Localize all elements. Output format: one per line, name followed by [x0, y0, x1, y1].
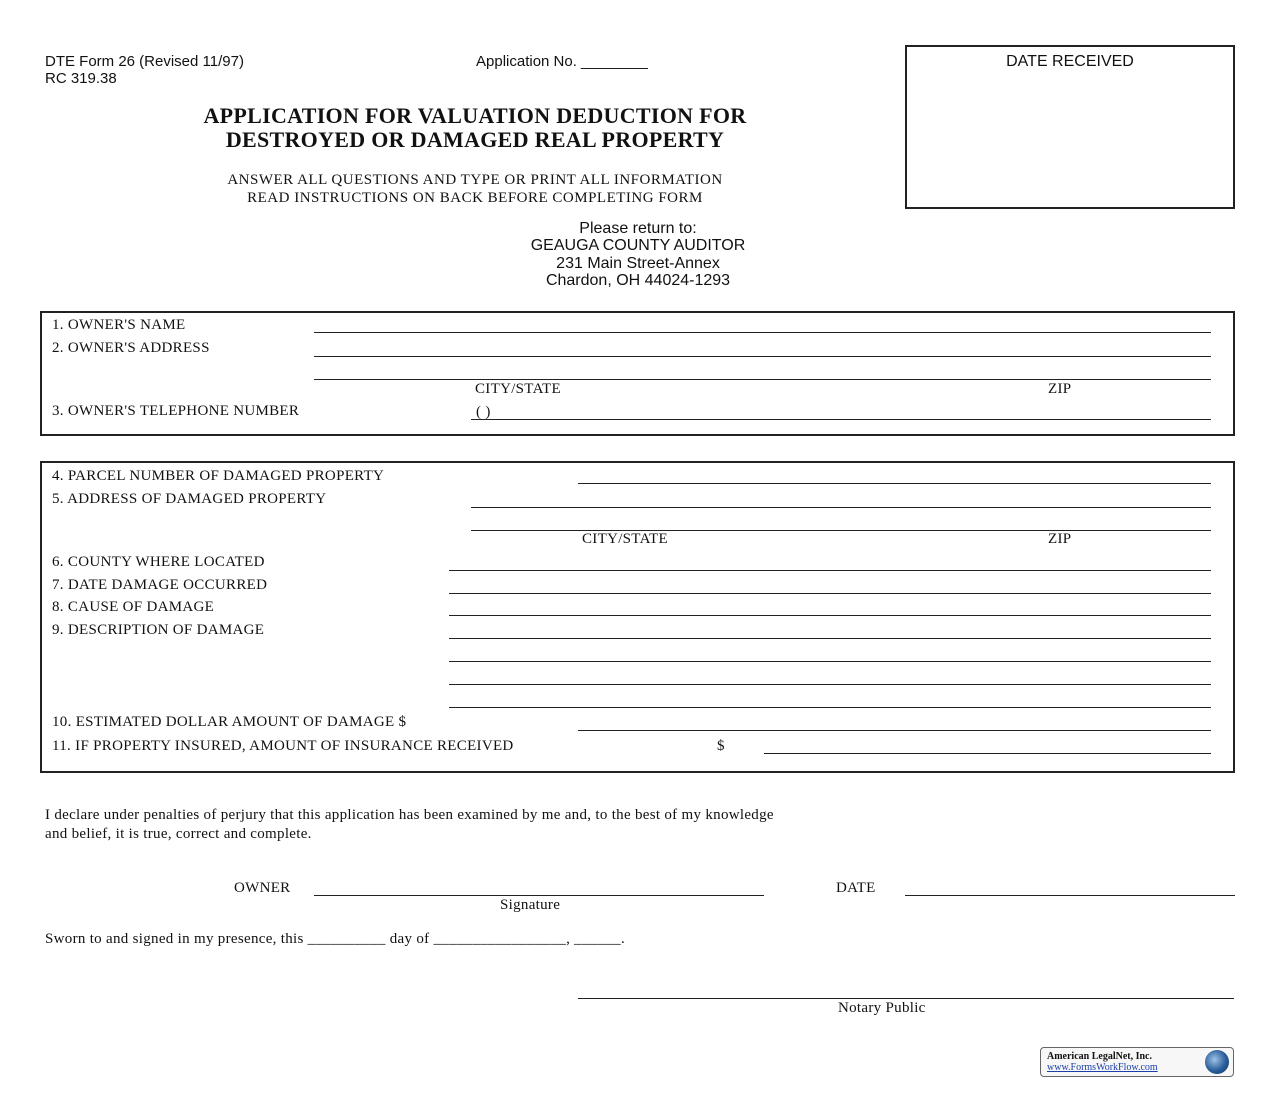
owner-name-label: 1. OWNER'S NAME [52, 317, 186, 333]
statute-reference: RC 319.38 [45, 70, 117, 87]
declaration-line2: and belief, it is true, correct and complete. [45, 826, 312, 842]
property-zip-label: ZIP [1048, 531, 1072, 547]
property-address-label: 5. ADDRESS OF DAMAGED PROPERTY [52, 491, 327, 507]
owner-phone-field[interactable] [471, 419, 1211, 420]
insurance-dollar-sign: $ [717, 738, 725, 754]
damage-date-field[interactable] [449, 593, 1211, 594]
damage-description-field-1[interactable] [449, 638, 1211, 639]
signature-date-field[interactable] [905, 895, 1235, 896]
date-received-label: DATE RECEIVED [1006, 53, 1134, 70]
insurance-amount-label: 11. IF PROPERTY INSURED, AMOUNT OF INSURANCE RECEIVED [52, 738, 514, 754]
publisher-url[interactable]: www.FormsWorkFlow.com [1047, 1062, 1158, 1073]
owner-name-field[interactable] [314, 332, 1211, 333]
phone-area-code: ( ) [476, 404, 491, 420]
owner-zip-label: ZIP [1048, 381, 1072, 397]
damage-cause-label: 8. CAUSE OF DAMAGE [52, 599, 215, 615]
estimated-damage-label: 10. ESTIMATED DOLLAR AMOUNT OF DAMAGE $ [52, 714, 407, 730]
estimated-damage-field[interactable] [578, 730, 1211, 731]
damage-description-label: 9. DESCRIPTION OF DAMAGE [52, 622, 265, 638]
damage-date-label: 7. DATE DAMAGE OCCURRED [52, 577, 268, 593]
return-to-street: 231 Main Street-Annex [556, 255, 720, 272]
publisher-name: American LegalNet, Inc. [1047, 1051, 1152, 1062]
owner-city-state-label: CITY/STATE [475, 381, 561, 397]
form-title-line2: DESTROYED OR DAMAGED REAL PROPERTY [225, 127, 725, 152]
form-title-line1: APPLICATION FOR VALUATION DEDUCTION FOR [203, 103, 747, 128]
date-received-box [905, 45, 1235, 209]
signature-caption: Signature [500, 897, 561, 913]
instructions-line1: ANSWER ALL QUESTIONS AND TYPE OR PRINT ALL INFORMATION [227, 172, 723, 188]
owner-signature-label: OWNER [234, 880, 291, 896]
application-number[interactable]: Application No. ________ [476, 53, 648, 70]
return-to-city: Chardon, OH 44024-1293 [545, 272, 731, 289]
insurance-amount-field[interactable] [764, 753, 1211, 754]
owner-address-label: 2. OWNER'S ADDRESS [52, 340, 210, 356]
county-field[interactable] [449, 570, 1211, 571]
globe-icon [1205, 1050, 1229, 1074]
sworn-statement[interactable]: Sworn to and signed in my presence, this __________ day of _________________, ______. [45, 931, 626, 947]
parcel-number-field[interactable] [578, 483, 1211, 484]
notary-signature-field[interactable] [578, 998, 1234, 999]
owner-signature-field[interactable] [314, 895, 764, 896]
instructions-line2: READ INSTRUCTIONS ON BACK BEFORE COMPLETING FORM [247, 190, 703, 206]
declaration-line1: I declare under penalties of perjury that this application has been examined by me and, to the best of my knowledge [45, 807, 774, 823]
damage-description-field-4[interactable] [449, 707, 1211, 708]
property-city-state-label: CITY/STATE [582, 531, 668, 547]
owner-phone-label: 3. OWNER'S TELEPHONE NUMBER [52, 403, 300, 419]
county-label: 6. COUNTY WHERE LOCATED [52, 554, 265, 570]
return-to-name: GEAUGA COUNTY AUDITOR [530, 237, 746, 254]
publisher-logo[interactable] [1040, 1047, 1234, 1077]
property-address-field[interactable] [471, 507, 1211, 508]
notary-public-label: Notary Public [838, 1000, 926, 1016]
owner-address-field-2[interactable] [314, 379, 1211, 380]
parcel-number-label: 4. PARCEL NUMBER OF DAMAGED PROPERTY [52, 468, 385, 484]
damage-description-field-3[interactable] [449, 684, 1211, 685]
return-to-label: Please return to: [579, 220, 697, 237]
damage-description-field-2[interactable] [449, 661, 1211, 662]
damage-cause-field[interactable] [449, 615, 1211, 616]
signature-date-label: DATE [836, 880, 876, 896]
form-id: DTE Form 26 (Revised 11/97) [45, 53, 244, 70]
owner-address-field[interactable] [314, 356, 1211, 357]
